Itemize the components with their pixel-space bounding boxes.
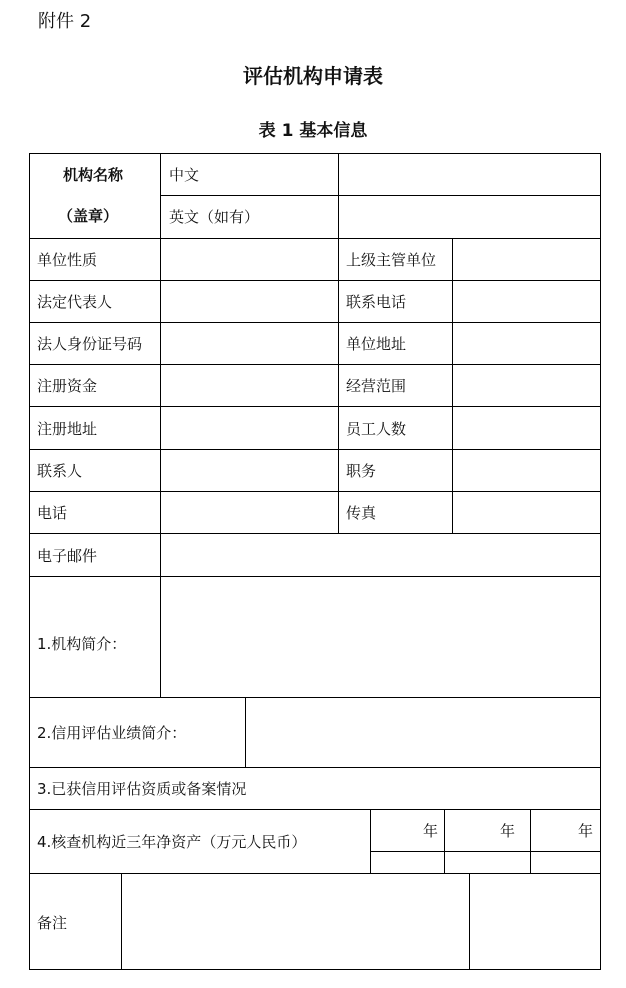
performance-label: 2.信用评估业绩简介： bbox=[37, 724, 187, 742]
table-rule bbox=[29, 809, 601, 810]
table-rule bbox=[338, 153, 339, 238]
fax-label: 传真 bbox=[346, 504, 377, 522]
page-title: 评估机构申请表 bbox=[243, 64, 383, 88]
table-rule bbox=[29, 238, 601, 239]
registered-capital-label: 注册资金 bbox=[37, 377, 98, 395]
table-rule bbox=[121, 873, 122, 970]
table-rule bbox=[29, 491, 601, 492]
table-rule bbox=[370, 809, 371, 873]
table-rule bbox=[338, 195, 601, 196]
table-rule bbox=[29, 280, 601, 281]
org-name-label: 机构名称 bbox=[63, 166, 124, 184]
year-label-1: 年 bbox=[423, 822, 439, 840]
table-rule bbox=[29, 767, 601, 768]
business-scope-label: 经营范围 bbox=[346, 377, 407, 395]
table-rule bbox=[160, 153, 161, 576]
qualification-label: 3.已获信用评估资质或备案情况 bbox=[37, 780, 247, 798]
year-label-3: 年 bbox=[578, 822, 594, 840]
english-name-label: 英文（如有） bbox=[169, 208, 260, 226]
email-label: 电子邮件 bbox=[37, 547, 98, 565]
table-rule bbox=[469, 873, 470, 970]
table-rule bbox=[29, 449, 601, 450]
table-rule bbox=[370, 851, 601, 852]
table-rule bbox=[452, 238, 453, 533]
legal-rep-label: 法定代表人 bbox=[37, 293, 113, 311]
table-rule bbox=[160, 576, 161, 697]
table-rule bbox=[29, 533, 601, 534]
employees-label: 员工人数 bbox=[346, 420, 407, 438]
net-assets-label: 4.核查机构近三年净资产（万元人民币） bbox=[37, 833, 307, 851]
table-title: 表 1 基本信息 bbox=[258, 121, 368, 141]
table-rule bbox=[160, 195, 338, 196]
table-rule bbox=[444, 809, 445, 873]
table-rule bbox=[29, 364, 601, 365]
table-rule bbox=[338, 238, 339, 533]
registered-address-label: 注册地址 bbox=[37, 420, 98, 438]
intro-label: 1.机构简介： bbox=[37, 635, 127, 653]
table-rule bbox=[29, 873, 601, 874]
table-rule bbox=[245, 697, 246, 767]
table-rule bbox=[29, 697, 601, 698]
phone-label: 电话 bbox=[37, 504, 68, 522]
unit-address-label: 单位地址 bbox=[346, 335, 407, 353]
attachment-label: 附件 2 bbox=[38, 11, 92, 32]
superior-unit-label: 上级主管单位 bbox=[346, 251, 437, 269]
table-rule bbox=[29, 322, 601, 323]
legal-id-label: 法人身份证号码 bbox=[37, 335, 143, 353]
seal-note: （盖章） bbox=[58, 207, 119, 225]
year-label-2: 年 bbox=[500, 822, 516, 840]
chinese-name-label: 中文 bbox=[169, 166, 200, 184]
contact-phone-label: 联系电话 bbox=[346, 293, 407, 311]
contact-person-label: 联系人 bbox=[37, 462, 83, 480]
table-rule bbox=[29, 406, 601, 407]
table-rule bbox=[530, 809, 531, 873]
unit-nature-label: 单位性质 bbox=[37, 251, 98, 269]
position-label: 职务 bbox=[346, 462, 377, 480]
table-rule bbox=[29, 576, 601, 577]
remarks-label: 备注 bbox=[37, 914, 68, 932]
